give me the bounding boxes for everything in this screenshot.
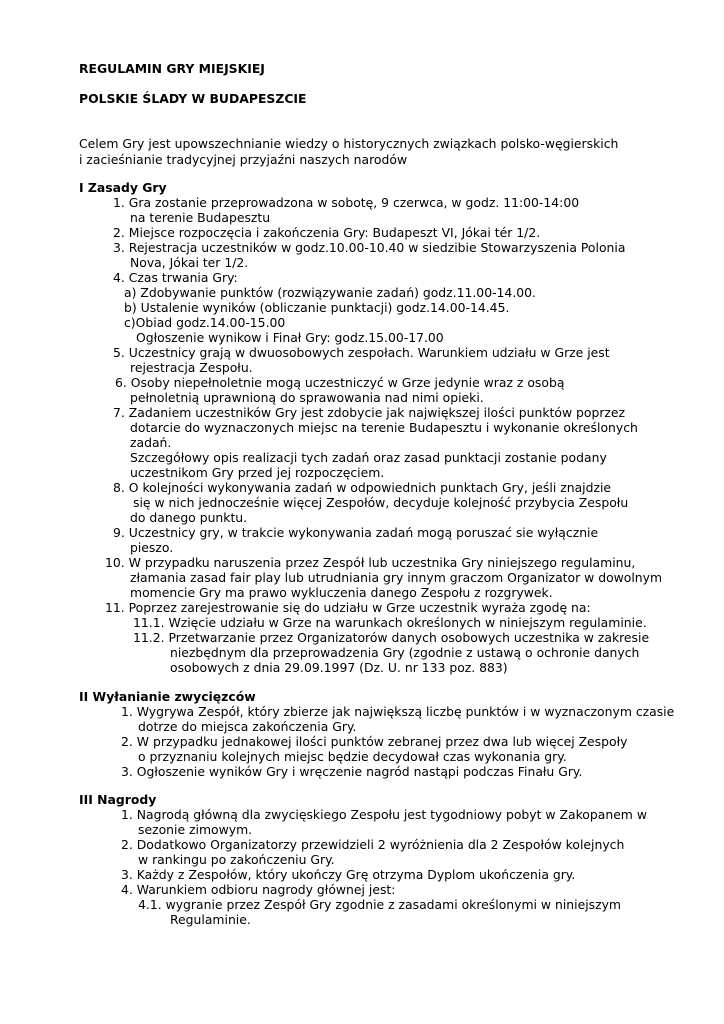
rule-line: pełnoletnią uprawnioną do sprawowania nad nimi opieki. bbox=[130, 390, 484, 405]
rule-line: 9. Uczestnicy gry, w trakcie wykonywania zadań mogą poruszać sie wyłącznie bbox=[113, 525, 599, 540]
rule-line: 11.2. Przetwarzanie przez Organizatorów danych osobowych uczestnika w zakresie bbox=[133, 630, 650, 645]
winners-line: dotrze do miejsca zakończenia Gry. bbox=[138, 719, 357, 734]
intro-line: Celem Gry jest upowszechnianie wiedzy o historycznych związkach polsko-węgierskich bbox=[79, 136, 619, 151]
winners-line: o przyznaniu kolejnych miejsc będzie decydował czas wykonania gry. bbox=[138, 749, 567, 764]
rule-line: zadań. bbox=[130, 435, 172, 450]
prizes-line: 1. Nagrodą główną dla zwycięskiego Zespołu jest tygodniowy pobyt w Zakopanem w bbox=[121, 807, 647, 822]
rule-line: Szczegółowy opis realizacji tych zadań oraz zasad punktacji zostanie podany bbox=[130, 450, 607, 465]
rule-line: 2. Miejsce rozpoczęcia i zakończenia Gry: Budapeszt VI, Jókai tér 1/2. bbox=[113, 225, 541, 240]
rule-line: się w nich jednocześnie więcej Zespołów, decyduje kolejność przybycia Zespołu bbox=[133, 495, 629, 510]
prizes-line: 4. Warunkiem odbioru nagrody głównej jest: bbox=[121, 882, 396, 897]
rule-line: 6. Osoby niepełnoletnie mogą uczestniczyć w Grze jedynie wraz z osobą bbox=[115, 375, 565, 390]
rule-line: osobowych z dnia 29.09.1997 (Dz. U. nr 133 poz. 883) bbox=[170, 660, 508, 675]
rule-line: a) Zdobywanie punktów (rozwiązywanie zadań) godz.11.00-14.00. bbox=[124, 285, 536, 300]
document-title: REGULAMIN GRY MIEJSKIEJ bbox=[79, 61, 265, 76]
rule-line: 11.1. Wzięcie udziału w Grze na warunkach określonych w niniejszym regulaminie. bbox=[133, 615, 647, 630]
prizes-line: w rankingu po zakończeniu Gry. bbox=[138, 852, 335, 867]
winners-line: 1. Wygrywa Zespół, który zbierze jak największą liczbę punktów i w wyznaczonym czasie bbox=[121, 704, 675, 719]
winners-line: 2. W przypadku jednakowej ilości punktów zebranej przez dwa lub więcej Zespoły bbox=[121, 734, 628, 749]
intro-line: i zacieśnianie tradycyjnej przyjaźni naszych narodów bbox=[79, 152, 408, 167]
rule-line: 3. Rejestracja uczestników w godz.10.00-10.40 w siedzibie Stowarzyszenia Polonia bbox=[113, 240, 626, 255]
rule-line: momencie Gry ma prawo wykluczenia danego Zespołu z rozgrywek. bbox=[130, 585, 553, 600]
rule-line: złamania zasad fair play lub utrudniania gry innym graczom Organizator w dowolnym bbox=[130, 570, 663, 585]
rule-line: 8. O kolejności wykonywania zadań w odpowiednich punktach Gry, jeśli znajdzie bbox=[113, 480, 612, 495]
rule-line: dotarcie do wyznaczonych miejsc na terenie Budapesztu i wykonanie określonych bbox=[130, 420, 638, 435]
section-heading-prizes: III Nagrody bbox=[79, 792, 157, 807]
rule-line: 11. Poprzez zarejestrowanie się do udziału w Grze uczestnik wyraża zgodę na: bbox=[105, 600, 591, 615]
winners-line: 3. Ogłoszenie wyników Gry i wręczenie nagród nastąpi podczas Finału Gry. bbox=[121, 764, 583, 779]
rule-line: Ogłoszenie wynikow i Finał Gry: godz.15.00-17.00 bbox=[136, 330, 444, 345]
rule-line: pieszo. bbox=[130, 540, 174, 555]
rule-line: 7. Zadaniem uczestników Gry jest zdobycie jak największej ilości punktów poprzez bbox=[113, 405, 626, 420]
rule-line: b) Ustalenie wyników (obliczanie punktacji) godz.14.00-14.45. bbox=[124, 300, 510, 315]
rule-line: Nova, Jókai ter 1/2. bbox=[130, 255, 249, 270]
rule-line: uczestnikom Gry przed jej rozpoczęciem. bbox=[130, 465, 385, 480]
rule-line: do danego punktu. bbox=[130, 510, 248, 525]
rule-line: 4. Czas trwania Gry: bbox=[113, 270, 238, 285]
rule-line: 1. Gra zostanie przeprowadzona w sobotę, 9 czerwca, w godz. 11:00-14:00 bbox=[113, 195, 580, 210]
prizes-line: Regulaminie. bbox=[170, 912, 251, 927]
rule-line: 5. Uczestnicy grają w dwuosobowych zespołach. Warunkiem udziału w Grze jest bbox=[113, 345, 610, 360]
rule-line: c)Obiad godz.14.00-15.00 bbox=[124, 315, 286, 330]
document-subtitle: POLSKIE ŚLADY W BUDAPESZCIE bbox=[79, 91, 307, 106]
rule-line: na terenie Budapesztu bbox=[130, 210, 271, 225]
prizes-line: 3. Każdy z Zespołów, który ukończy Grę otrzyma Dyplom ukończenia gry. bbox=[121, 867, 576, 882]
prizes-line: 4.1. wygranie przez Zespół Gry zgodnie z zasadami określonymi w niniejszym bbox=[138, 897, 622, 912]
rule-line: rejestracja Zespołu. bbox=[130, 360, 253, 375]
section-heading-winners: II Wyłanianie zwycięzców bbox=[79, 689, 256, 704]
section-heading-rules: I Zasady Gry bbox=[79, 180, 167, 195]
prizes-line: 2. Dodatkowo Organizatorzy przewidzieli 2 wyróżnienia dla 2 Zespołów kolejnych bbox=[121, 837, 625, 852]
rule-line: niezbędnym dla przeprowadzenia Gry (zgodnie z ustawą o ochronie danych bbox=[170, 645, 640, 660]
prizes-line: sezonie zimowym. bbox=[138, 822, 253, 837]
rule-line: 10. W przypadku naruszenia przez Zespół lub uczestnika Gry niniejszego regulaminu, bbox=[105, 555, 636, 570]
